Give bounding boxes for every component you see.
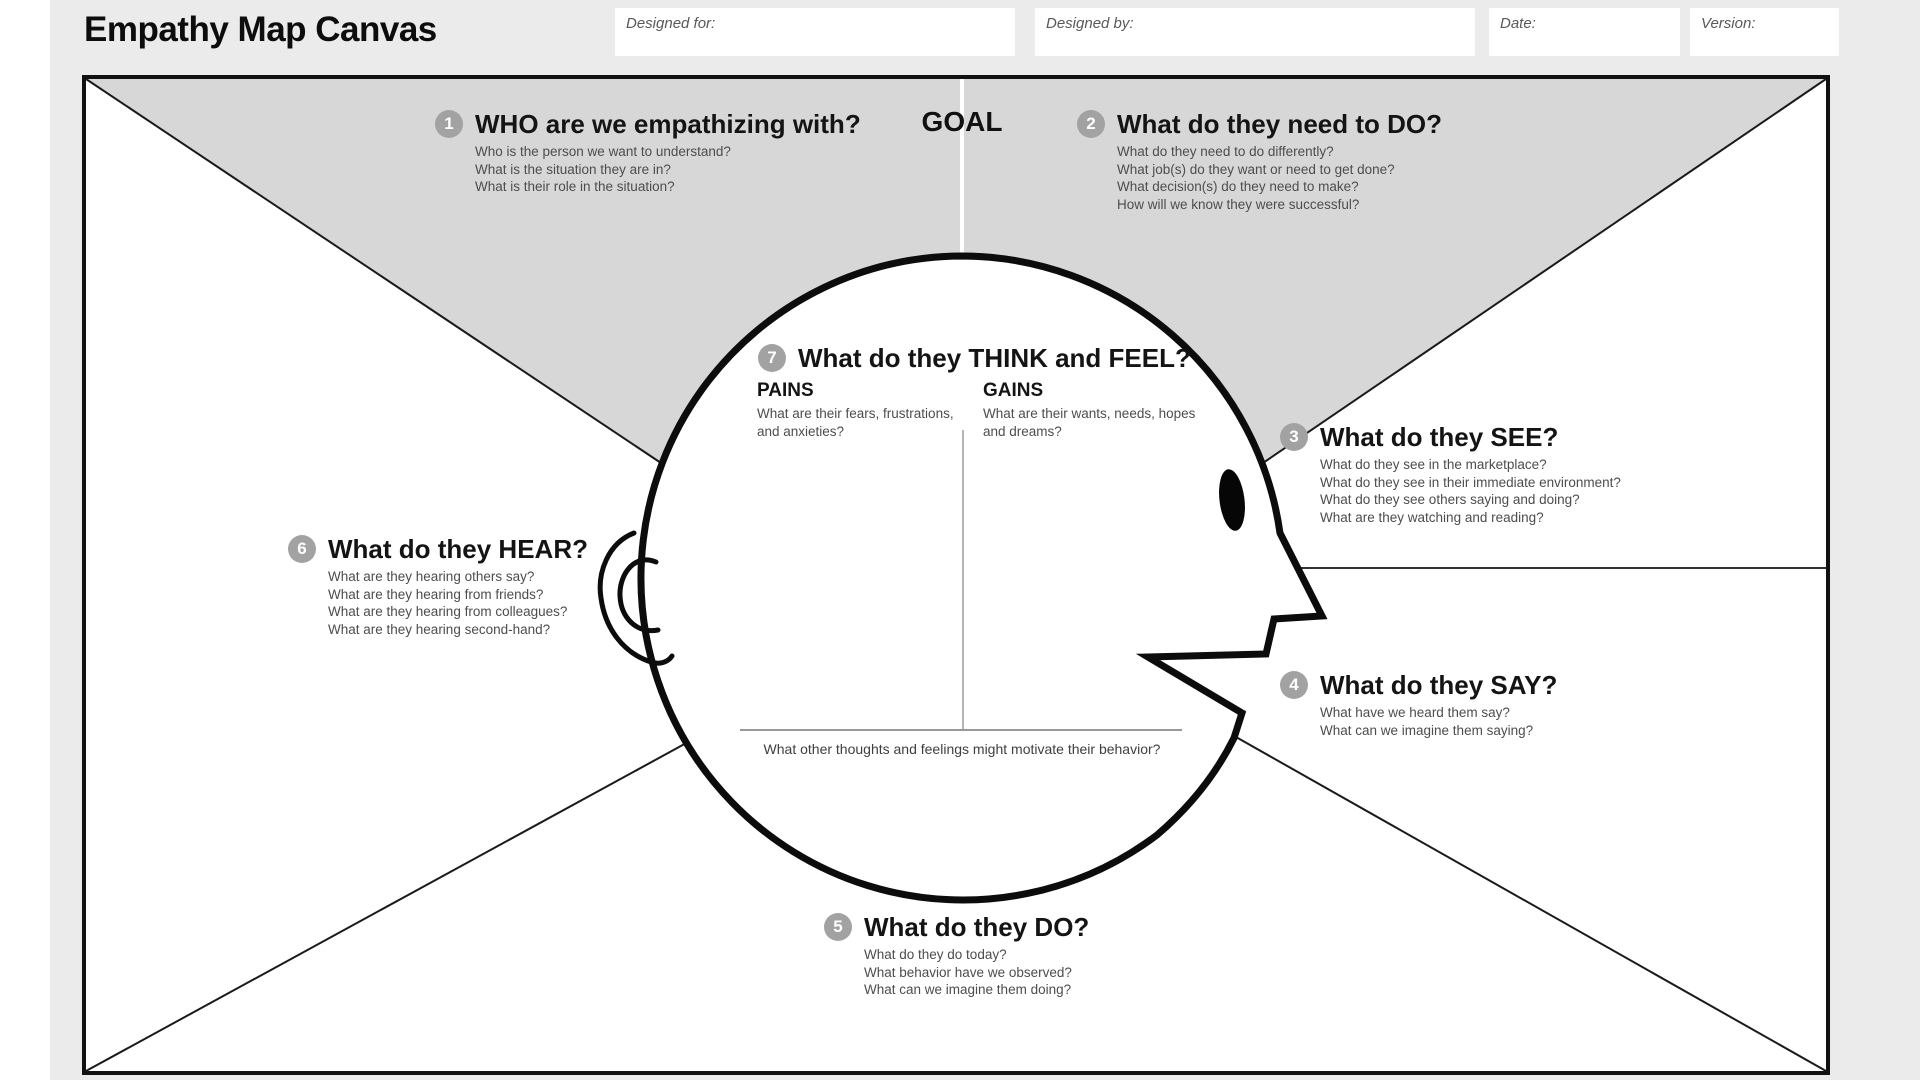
section-hear xyxy=(288,535,588,638)
pains-label: PAINS xyxy=(757,380,814,401)
designed-for-label: Designed for: xyxy=(626,15,716,32)
section-need-to-do-title: What do they need to DO? xyxy=(1117,109,1442,139)
gains-question: What are their wants, needs, hopes and dreams? xyxy=(983,406,1196,439)
date-label: Date: xyxy=(1500,15,1536,32)
gains-label: GAINS xyxy=(983,380,1044,401)
gains-column xyxy=(983,379,1198,440)
section-do-title: What do they DO? xyxy=(864,912,1090,942)
section-see-number-badge: 3 xyxy=(1280,423,1308,451)
section-think-feel xyxy=(758,344,1191,372)
section-who-title: WHO are we empathizing with? xyxy=(475,109,861,139)
section-do xyxy=(824,913,1089,999)
pains-column xyxy=(757,379,957,440)
section-hear-title: What do they HEAR? xyxy=(328,534,588,564)
section-hear-questions: What are they hearing others say? What are they hearing from friends? What are they hearing from colleagues? What are they hearing second-hand? xyxy=(328,569,568,637)
section-need-to-do-questions: What do they need to do differently? What job(s) do they want or need to get done? What decision(s) do they need to make? How will we know they were successful? xyxy=(1117,144,1395,212)
section-think-feel-number-badge: 7 xyxy=(758,344,786,372)
pains-question: What are their fears, frustrations, and anxieties? xyxy=(757,406,954,439)
section-think-feel-title: What do they THINK and FEEL? xyxy=(798,343,1191,373)
section-need-to-do-number-badge: 2 xyxy=(1077,110,1105,138)
section-need-to-do xyxy=(1077,110,1442,213)
section-who xyxy=(435,110,861,196)
section-hear-number-badge: 6 xyxy=(288,535,316,563)
designed-by-label: Designed by: xyxy=(1046,15,1134,32)
goal-label: GOAL xyxy=(921,106,1003,137)
section-see-title: What do they SEE? xyxy=(1320,422,1559,452)
section-say-title: What do they SAY? xyxy=(1320,670,1558,700)
page-title: Empathy Map Canvas xyxy=(84,10,437,49)
section-say xyxy=(1280,671,1557,739)
section-do-number-badge: 5 xyxy=(824,913,852,941)
section-who-number-badge: 1 xyxy=(435,110,463,138)
version-label: Version: xyxy=(1701,15,1756,32)
think-feel-footer-question: What other thoughts and feelings might motivate their behavior? xyxy=(763,741,1161,757)
section-do-questions: What do they do today? What behavior have we observed? What can we imagine them doing? xyxy=(864,947,1072,997)
section-say-questions: What have we heard them say? What can we imagine them saying? xyxy=(1320,705,1534,738)
section-see xyxy=(1280,423,1621,526)
section-who-questions: Who is the person we want to understand? What is the situation they are in? What is their role in the situation? xyxy=(475,144,731,194)
section-see-questions: What do they see in the marketplace? What do they see in their immediate environment? What do they see others saying and doing? What are they watching and reading? xyxy=(1320,457,1621,525)
section-say-number-badge: 4 xyxy=(1280,671,1308,699)
